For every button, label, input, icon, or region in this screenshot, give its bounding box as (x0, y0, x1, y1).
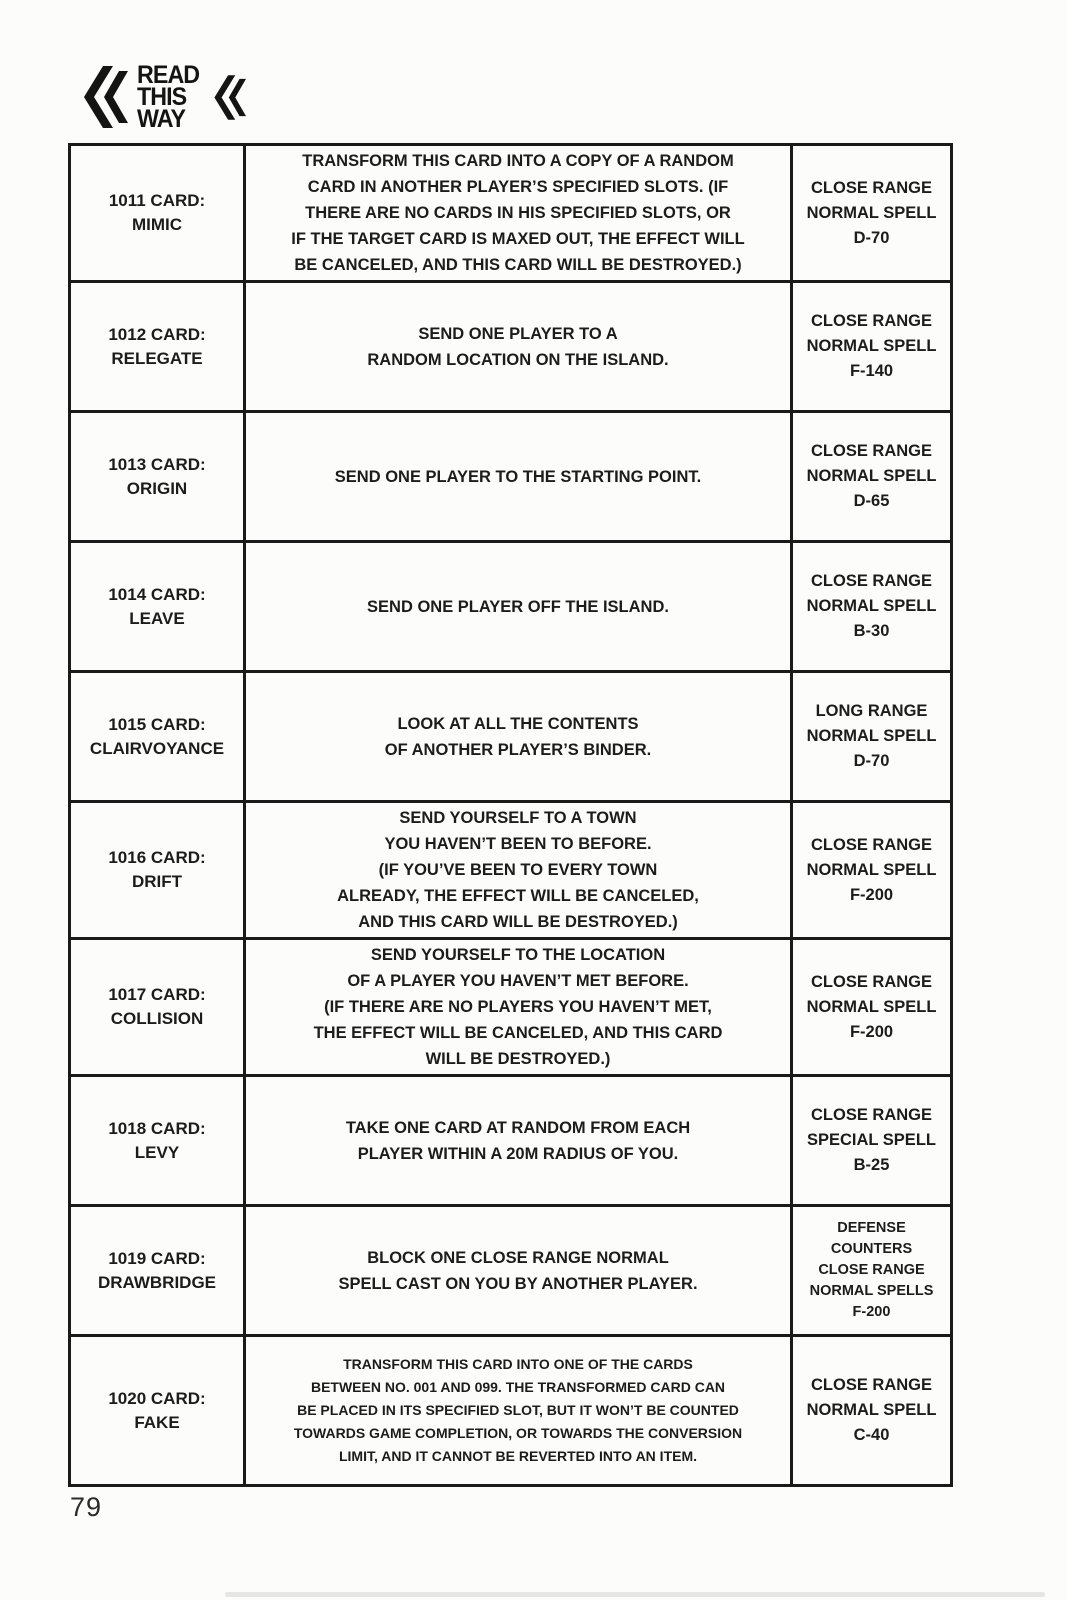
card-range-cell: CLOSE RANGE NORMAL SPELL D-65 (792, 412, 952, 542)
table-row (70, 802, 952, 939)
read-this-way-label (137, 61, 200, 133)
card-number: 1017 CARD: (108, 985, 206, 1004)
card-name: LEVY (134, 1142, 180, 1162)
card-number: 1011 CARD: (108, 191, 206, 210)
card-id-cell (70, 939, 245, 1076)
table-row (70, 939, 952, 1076)
card-number: 1016 CARD: (108, 848, 206, 867)
card-description-cell: SEND YOURSELF TO A TOWN YOU HAVEN’T BEEN TO BEFORE. (IF YOU’VE BEEN TO EVERY TOWN ALREADY, THE EFFECT WILL BE CANCELED, AND THIS CARD WILL BE DESTROYED.) (245, 802, 792, 939)
table-row (70, 1336, 952, 1486)
card-id-cell (70, 1336, 245, 1486)
double-chevron-left-icon (213, 75, 246, 120)
card-description-cell: TAKE ONE CARD AT RANDOM FROM EACH PLAYER WITHIN A 20M RADIUS OF YOU. (245, 1076, 792, 1206)
marker-line-1: READ (137, 61, 200, 89)
card-number: 1013 CARD: (108, 454, 206, 474)
table-row (70, 672, 952, 802)
card-number: 1012 CARD: (108, 324, 206, 344)
card-number: 1014 CARD: (108, 584, 206, 604)
card-name: LEAVE (129, 608, 185, 628)
card-number: 1020 CARD: (108, 1388, 206, 1408)
card-id-cell (70, 282, 245, 412)
card-name: FAKE (134, 1412, 180, 1432)
card-id-cell (70, 145, 245, 282)
card-id-cell (70, 1206, 245, 1336)
card-id-cell (70, 802, 245, 939)
card-range-cell: CLOSE RANGE SPECIAL SPELL B-25 (792, 1076, 952, 1206)
table-row (70, 412, 952, 542)
card-range-cell: CLOSE RANGE NORMAL SPELL D-70 (792, 145, 952, 282)
card-name: COLLISION (110, 1009, 204, 1028)
card-description-cell: BLOCK ONE CLOSE RANGE NORMAL SPELL CAST ON YOU BY ANOTHER PLAYER. (245, 1206, 792, 1336)
card-id-cell (70, 672, 245, 802)
card-description-cell: SEND YOURSELF TO THE LOCATION OF A PLAYER YOU HAVEN’T MET BEFORE. (IF THERE ARE NO PLAYERS YOU HAVEN’T MET, THE EFFECT WILL BE CANCELED, AND THIS CARD WILL BE DESTROYED.) (245, 939, 792, 1076)
table-row (70, 542, 952, 672)
card-description-cell: LOOK AT ALL THE CONTENTS OF ANOTHER PLAYER’S BINDER. (245, 672, 792, 802)
card-table (68, 143, 953, 1487)
card-name: ORIGIN (126, 478, 188, 498)
double-chevron-left-icon (82, 66, 128, 128)
card-range-cell: CLOSE RANGE NORMAL SPELL C-40 (792, 1336, 952, 1486)
card-id-cell (70, 412, 245, 542)
card-range-cell: CLOSE RANGE NORMAL SPELL B-30 (792, 542, 952, 672)
card-name: MIMIC (131, 215, 183, 234)
card-range-cell: CLOSE RANGE NORMAL SPELL F-200 (792, 802, 952, 939)
card-range-cell: CLOSE RANGE NORMAL SPELL F-140 (792, 282, 952, 412)
card-name: DRIFT (131, 872, 183, 891)
card-description-cell: SEND ONE PLAYER TO A RANDOM LOCATION ON THE ISLAND. (245, 282, 792, 412)
table-row (70, 282, 952, 412)
card-description-cell: SEND ONE PLAYER OFF THE ISLAND. (245, 542, 792, 672)
card-id-cell (70, 1076, 245, 1206)
read-this-way-marker (82, 61, 246, 133)
marker-line-3: WAY (137, 105, 186, 133)
card-description-cell: TRANSFORM THIS CARD INTO ONE OF THE CARDS BETWEEN NO. 001 AND 099. THE TRANSFORMED CARD CAN BE PLACED IN ITS SPECIFIED SLOT, BUT IT WON’T BE COUNTED TOWARDS GAME COMPLETION, OR TOWARDS THE CONVERSION LIMIT, AND IT CANNOT BE REVERTED INTO AN ITEM. (245, 1336, 792, 1486)
card-name: DRAWBRIDGE (97, 1272, 217, 1292)
card-name: RELEGATE (111, 348, 203, 368)
page-number: 79 (70, 1492, 103, 1522)
table-row (70, 1076, 952, 1206)
card-range-cell: CLOSE RANGE NORMAL SPELL F-200 (792, 939, 952, 1076)
card-number: 1019 CARD: (108, 1248, 206, 1268)
card-id-cell (70, 542, 245, 672)
table-row (70, 145, 952, 282)
card-range-cell: LONG RANGE NORMAL SPELL D-70 (792, 672, 952, 802)
card-name: CLAIRVOYANCE (89, 738, 225, 758)
card-description-cell: SEND ONE PLAYER TO THE STARTING POINT. (245, 412, 792, 542)
card-number: 1018 CARD: (108, 1118, 206, 1138)
scan-edge-smudge (225, 1592, 1045, 1597)
card-number: 1015 CARD: (108, 714, 206, 734)
table-row (70, 1206, 952, 1336)
card-range-cell: DEFENSE COUNTERS CLOSE RANGE NORMAL SPELLS F-200 (792, 1206, 952, 1336)
marker-line-2: THIS (137, 83, 187, 111)
card-description-cell: TRANSFORM THIS CARD INTO A COPY OF A RANDOM CARD IN ANOTHER PLAYER’S SPECIFIED SLOTS. (IF THERE ARE NO CARDS IN HIS SPECIFIED SLOTS, OR IF THE TARGET CARD IS MAXED OUT, THE EFFECT WILL BE CANCELED, AND THIS CARD WILL BE DESTROYED.) (245, 145, 792, 282)
